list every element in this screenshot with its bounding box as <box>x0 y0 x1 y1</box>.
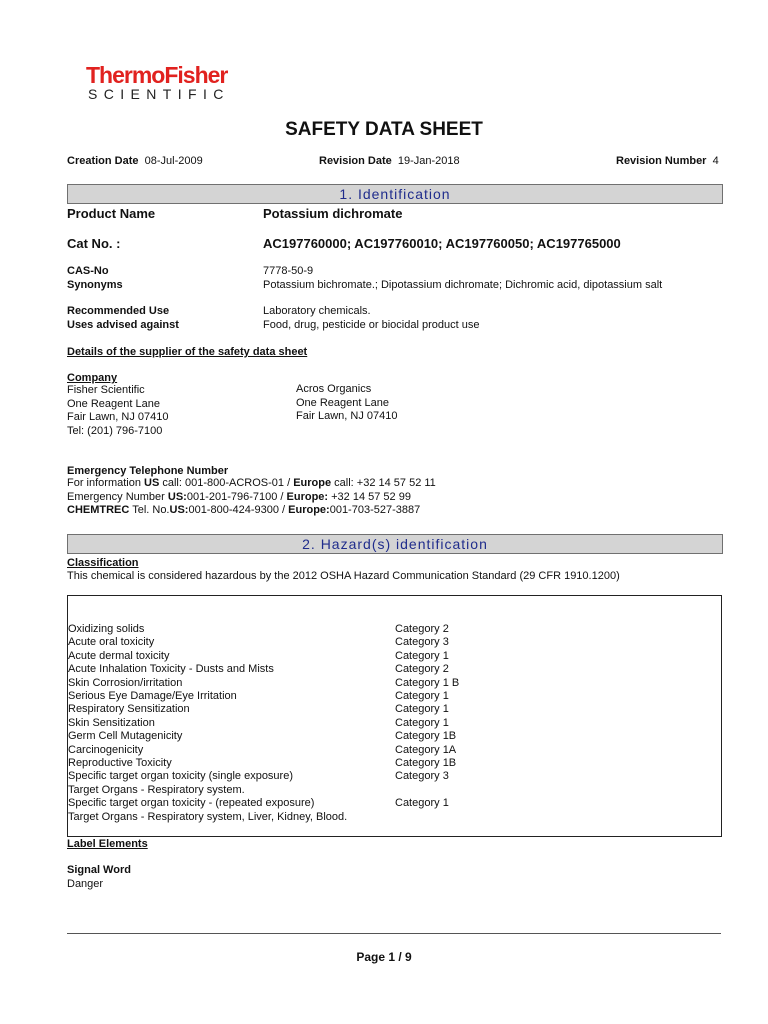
hazard-category: Category 1A <box>395 743 457 756</box>
revision-number-value: 4 <box>712 155 719 167</box>
company-acros-line: One Reagent Lane <box>296 396 389 409</box>
hazard-category: Category 1 <box>395 690 449 702</box>
company-acros-line: Fair Lawn, NJ 07410 <box>296 410 398 422</box>
product-name-value: Potassium dichromate <box>263 206 403 221</box>
text: For information <box>67 477 145 489</box>
hazard-name: Carcinogenicity <box>68 743 144 756</box>
company-fisher-line: One Reagent Lane <box>67 397 160 410</box>
emergency-numbers <box>67 477 436 518</box>
emergency-line-number <box>67 491 436 505</box>
hazard-category: Category 2 <box>395 663 449 676</box>
hazard-name: Specific target organ toxicity - (repeated exposure) <box>68 797 315 810</box>
hazard-category: Category 1 <box>395 703 449 716</box>
hazard-name: Skin Corrosion/irritation <box>68 676 183 689</box>
company-acros-line: Acros Organics <box>296 383 372 395</box>
text: 001-201-796-7100 / <box>186 490 287 503</box>
cas-no-value: 7778-50-9 <box>263 265 314 277</box>
synonyms-value: Potassium bichromate.; Dipotassium dichromate; Dichromic acid, dipotassium salt <box>263 279 663 291</box>
creation-date-value: 08-Jul-2009 <box>144 155 203 167</box>
hazard-category: Category 1 <box>395 797 449 810</box>
hazard-name: Acute dermal toxicity <box>68 649 170 662</box>
signal-word-value: Danger <box>67 878 104 890</box>
classification-text: This chemical is considered hazardous by the 2012 OSHA Hazard Communication Standard (29 CFR 1910.1200) <box>67 570 620 582</box>
cas-no-label: CAS-No <box>67 265 109 277</box>
document-title: SAFETY DATA SHEET <box>285 119 483 140</box>
revision-date-value: 19-Jan-2018 <box>397 155 460 167</box>
cat-no-label: Cat No. : <box>67 236 121 251</box>
creation-date <box>67 155 203 167</box>
recommended-use-label: Recommended Use <box>67 305 170 317</box>
text: Tel. No. <box>129 504 170 516</box>
emergency-heading: Emergency Telephone Number <box>67 465 229 477</box>
text: US: <box>169 504 189 516</box>
text: CHEMTREC <box>67 504 130 516</box>
hazard-name: Respiratory Sensitization <box>68 703 190 716</box>
company-heading: Company <box>67 372 118 384</box>
hazard-category: Category 3 <box>395 636 449 649</box>
recommended-use-value: Laboratory chemicals. <box>263 305 371 317</box>
signal-word-label: Signal Word <box>67 864 131 876</box>
hazard-category: Category 1 <box>395 716 449 729</box>
text: 001-800-424-9300 / <box>188 504 289 516</box>
text: Europe: <box>288 504 330 516</box>
section-2-heading: 2. Hazard(s) identification <box>67 534 723 554</box>
uses-advised-against-value: Food, drug, pesticide or biocidal product use <box>263 319 480 331</box>
hazard-category: Category 1B <box>395 757 457 769</box>
text: call: +32 14 57 52 11 <box>331 477 436 489</box>
company-fisher-line: Fair Lawn, NJ 07410 <box>67 411 169 423</box>
hazard-category: Category 2 <box>395 623 449 635</box>
hazard-category: Category 1 <box>395 649 449 662</box>
hazard-name: Target Organs - Respiratory system. <box>68 783 245 796</box>
hazard-name: Specific target organ toxicity (single exposure) <box>68 770 293 783</box>
text: 001-703-527-3887 <box>329 504 421 516</box>
hazard-name: Skin Sensitization <box>68 716 155 729</box>
text: call: 001-800-ACROS-01 / <box>159 477 294 489</box>
logo-scientific: SCIENTIFIC <box>88 86 230 102</box>
section-1-heading: 1. Identification <box>67 184 723 204</box>
hazard-name: Germ Cell Mutagenicity <box>68 730 183 743</box>
hazard-name: Reproductive Toxicity <box>68 757 172 769</box>
revision-number <box>616 155 719 167</box>
hazard-category: Category 3 <box>395 770 449 783</box>
label-elements-heading: Label Elements <box>67 838 148 850</box>
emergency-line-chemtrec <box>67 504 436 518</box>
company-fisher-line: Tel: (201) 796-7100 <box>67 424 163 437</box>
hazard-category: Category 1 B <box>395 676 460 689</box>
company-acros <box>296 383 398 424</box>
text: +32 14 57 52 99 <box>328 490 411 503</box>
hazard-name: Serious Eye Damage/Eye Irritation <box>68 690 237 702</box>
text: Europe: <box>286 490 329 503</box>
text: Europe <box>293 477 332 489</box>
classification-heading: Classification <box>67 557 139 569</box>
hazard-category: Category 1B <box>395 730 457 743</box>
text: US: <box>167 490 187 503</box>
creation-date-label: Creation Date <box>67 155 139 167</box>
revision-date <box>319 155 460 167</box>
footer-divider <box>67 933 721 934</box>
hazard-name: Acute oral toxicity <box>68 636 155 649</box>
hazard-name: Acute Inhalation Toxicity - Dusts and Mists <box>68 663 274 676</box>
cat-no-value: AC197760000; AC197760010; AC197760050; AC197765000 <box>263 236 621 251</box>
page-number: Page 1 / 9 <box>356 950 412 964</box>
logo-thermofisher: ThermoFisher <box>86 62 228 88</box>
hazard-name: Target Organs - Respiratory system, Liver, Kidney, Blood. <box>68 810 348 823</box>
company-fisher <box>67 384 169 438</box>
hazard-name: Oxidizing solids <box>68 623 145 635</box>
revision-number-label: Revision Number <box>616 155 707 167</box>
uses-advised-against-label: Uses advised against <box>67 319 179 331</box>
supplier-heading: Details of the supplier of the safety data sheet <box>67 346 308 358</box>
company-fisher-line: Fisher Scientific <box>67 384 145 396</box>
text: Emergency Number <box>67 490 168 503</box>
emergency-line-info <box>67 477 436 491</box>
revision-date-label: Revision Date <box>319 155 392 167</box>
product-name-label: Product Name <box>67 206 156 221</box>
synonyms-label: Synonyms <box>67 279 123 291</box>
text: US <box>144 477 160 489</box>
hazard-rows <box>67 623 721 828</box>
